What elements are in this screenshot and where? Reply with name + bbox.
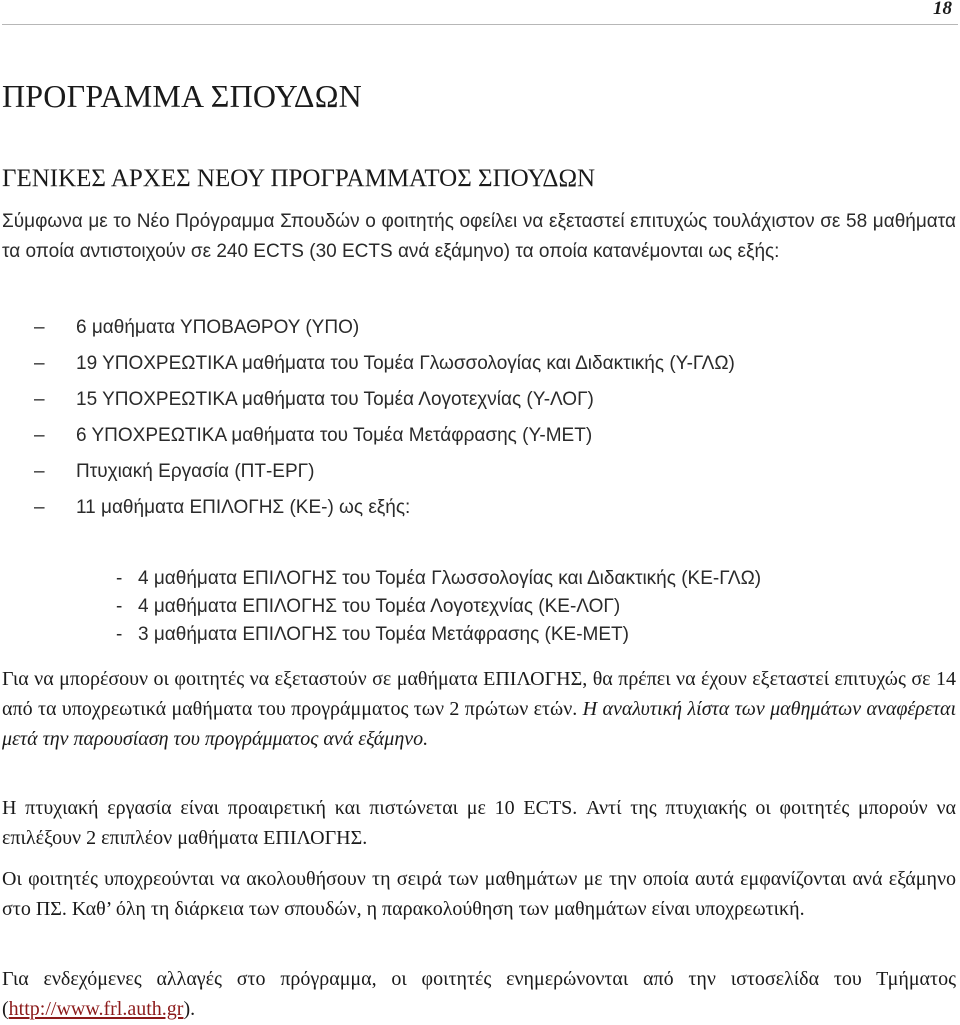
page-title: ΠΡΟΓΡΑΜΜΑ ΣΠΟΥΔΩΝ	[2, 78, 362, 114]
section-title: ΓΕΝΙΚΕΣ ΑΡΧΕΣ ΝΕΟΥ ΠΡΟΓΡΑΜΜΑΤΟΣ ΣΠΟΥΔΩΝ	[2, 165, 596, 192]
list-item	[2, 310, 735, 346]
list-item	[2, 418, 735, 454]
paragraph-italic-note: Η αναλυτική λίστα των μαθημάτων αναφέρεται μετά την παρουσίαση του προγράμματος ανά εξάμηνο.	[2, 698, 956, 750]
list-item-text: Πτυχιακή Εργασία (ΠΤ-ΕΡΓ)	[76, 461, 315, 482]
list-item-text: 6 μαθήματα ΥΠΟΒΑΘΡΟΥ (ΥΠΟ)	[76, 317, 360, 338]
hyphen-bullet: -	[116, 568, 123, 589]
course-group-list	[2, 310, 735, 526]
elective-group-list	[2, 565, 761, 649]
dash-bullet: –	[34, 497, 45, 518]
list-item-text: 4 μαθήματα ΕΠΙΛΟΓΗΣ του Τομέα Λογοτεχνίας (ΚΕ-ΛΟΓ)	[138, 596, 621, 617]
thesis-paragraph: Η πτυχιακή εργασία είναι προαιρετική και πιστώνεται με 10 ECTS. Αντί της πτυχιακής οι φοιτητές μπορούν να επιλέξουν 2 επιπλέον μαθήματα ΕΠΙΛΟΓΗΣ.	[2, 797, 956, 849]
course-order-paragraph: Οι φοιτητές υποχρεούνται να ακολουθήσουν τη σειρά των μαθημάτων με την οποία αυτά εμφανίζονται ανά εξάμηνο στο ΠΣ. Καθ’ όλη τη διάρκεια των σπουδών, η παρακολούθηση των μαθημάτων είναι υποχρεωτική.	[2, 868, 956, 920]
list-item	[2, 382, 735, 418]
list-item-text: 15 ΥΠΟΧΡΕΩΤΙΚΑ μαθήματα του Τομέα Λογοτεχνίας (Υ-ΛΟΓ)	[76, 389, 594, 410]
list-item	[2, 346, 735, 382]
dash-bullet: –	[34, 353, 45, 374]
list-item	[2, 454, 735, 490]
hyphen-bullet: -	[116, 624, 123, 645]
list-item	[2, 565, 761, 593]
dash-bullet: –	[34, 317, 45, 338]
page-number: 18	[933, 0, 952, 19]
header-rule	[2, 24, 958, 25]
list-item-text: 3 μαθήματα ΕΠΙΛΟΓΗΣ του Τομέα Μετάφρασης (ΚΕ-ΜΕΤ)	[138, 624, 629, 645]
paragraph-text: Για να μπορέσουν οι φοιτητές να εξεταστούν σε μαθήματα ΕΠΙΛΟΓΗΣ, θα πρέπει να έχουν εξεταστεί επιτυχώς σε 14 από τα υποχρεωτικά μαθήματα του προγράμματος των 2 πρώτων ετών.	[2, 668, 956, 720]
list-item-text: 11 μαθήματα ΕΠΙΛΟΓΗΣ (ΚΕ-) ως εξής:	[76, 497, 411, 518]
dash-bullet: –	[34, 461, 45, 482]
intro-paragraph: Σύμφωνα με το Νέο Πρόγραμμα Σπουδών ο φοιτητής οφείλει να εξεταστεί επιτυχώς τουλάχιστον σε 58 μαθήματα τα οποία αντιστοιχούν σε 240 ECTS (30 ECTS ανά εξάμηνο) τα οποία κατανέμονται ως εξής:	[2, 211, 956, 262]
list-item	[2, 593, 761, 621]
list-item-text: 19 ΥΠΟΧΡΕΩΤΙΚΑ μαθήματα του Τομέα Γλωσσολογίας και Διδακτικής (Υ-ΓΛΩ)	[76, 353, 735, 374]
paragraph-text: Για ενδεχόμενες αλλαγές στο πρόγραμμα, οι φοιτητές ενημερώνονται από την ιστοσελίδα του Τμήματος (	[2, 968, 956, 1020]
dash-bullet: –	[34, 389, 45, 410]
elective-requirement-paragraph	[2, 664, 956, 754]
list-item-text: 4 μαθήματα ΕΠΙΛΟΓΗΣ του Τομέα Γλωσσολογίας και Διδακτικής (ΚΕ-ΓΛΩ)	[138, 568, 762, 589]
department-website-link[interactable]: http://www.frl.auth.gr	[8, 998, 184, 1020]
list-item-text: 6 ΥΠΟΧΡΕΩΤΙΚΑ μαθήματα του Τομέα Μετάφρασης (Υ-ΜΕΤ)	[76, 425, 593, 446]
paragraph-suffix: ).	[183, 998, 196, 1020]
changes-paragraph	[2, 964, 956, 1024]
list-item	[2, 621, 761, 649]
hyphen-bullet: -	[116, 596, 123, 617]
list-item	[2, 490, 735, 526]
dash-bullet: –	[34, 425, 45, 446]
